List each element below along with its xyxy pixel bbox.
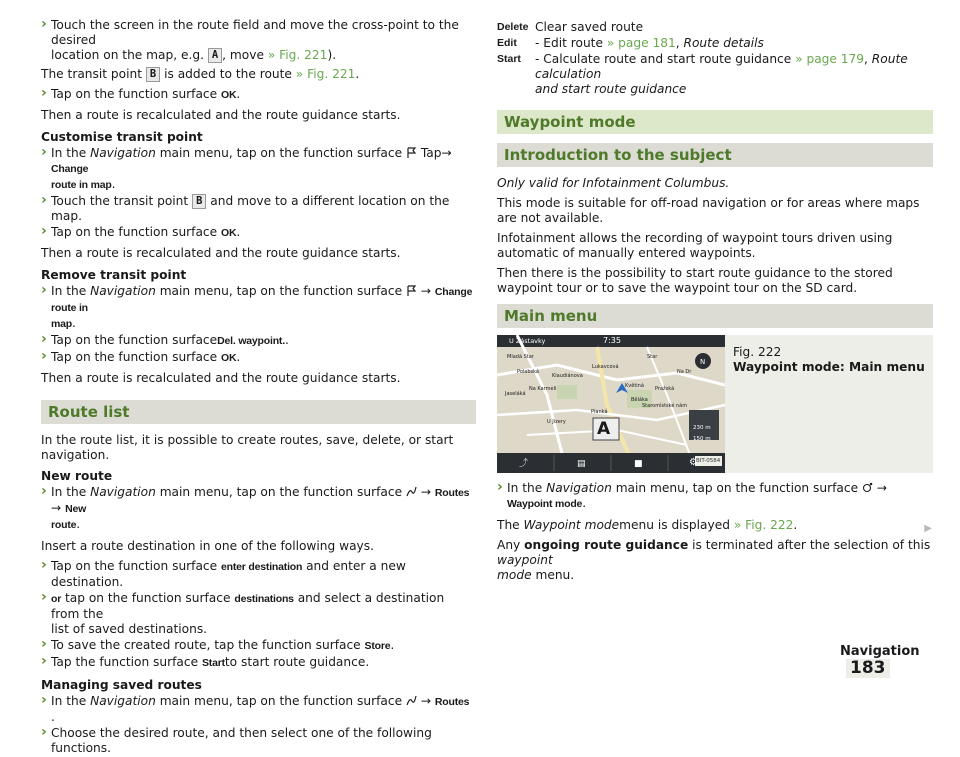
text: The transit point <box>41 67 142 81</box>
text: main menu, tap on the function surface <box>615 481 859 495</box>
text: location on the map, e.g. <box>51 48 204 62</box>
text: menu. <box>535 568 575 582</box>
bullet-new-route <box>41 485 476 533</box>
text: main menu, tap on the function surface <box>159 694 403 708</box>
callout-key-b: B <box>146 67 160 82</box>
change-function-label: Change <box>51 163 89 175</box>
left-column <box>41 18 476 757</box>
callout-key-b: B <box>192 194 206 209</box>
figure-title: Waypoint mode: Main menu <box>733 360 925 374</box>
text: Tap on the function surface <box>51 87 218 101</box>
route-icon[interactable]: ⤴ <box>519 459 529 469</box>
text: Navigation <box>90 485 156 499</box>
street-label: Klaudiánova <box>552 373 583 379</box>
text: . <box>793 518 798 532</box>
route-icon <box>406 486 417 497</box>
paragraph-transit-added <box>41 67 476 82</box>
text: The <box>497 518 520 532</box>
text: In the <box>51 485 87 499</box>
text: → <box>420 284 432 298</box>
section-main-menu: Main menu <box>497 304 933 328</box>
text: Navigation <box>90 284 156 298</box>
flag-icon <box>406 285 417 296</box>
bullet-remove <box>41 284 476 332</box>
infotainment-screenshot <box>497 335 725 473</box>
text: Any <box>497 538 521 552</box>
bullet-move-crosspoint <box>41 18 476 63</box>
paragraph-intro-2: Infotainment allows the recording of waypoint tours driven using automatic of manually entered waypoints. <box>497 231 893 260</box>
text: . <box>582 496 587 510</box>
routes-function-label: Routes <box>434 696 470 708</box>
text: - Edit route <box>535 36 603 50</box>
bullet-choose-route: › Choose the desired route, and then select one of the following functions. <box>41 726 476 756</box>
text: ongoing route guidance <box>524 538 689 552</box>
bullet-enter-destination <box>41 559 476 590</box>
text: menu is displayed <box>619 518 730 532</box>
page-link[interactable]: » page 181 <box>606 36 676 50</box>
text: and enter a new destination. <box>51 559 406 589</box>
text: to start route guidance. <box>224 655 370 669</box>
figure-caption <box>725 335 933 473</box>
text: . <box>355 67 360 81</box>
street-label: Jaseláká <box>505 391 526 397</box>
text: . <box>390 638 395 652</box>
time-label: 7:35 <box>603 336 621 345</box>
text: . <box>72 316 76 330</box>
distance-label: 150 m <box>693 436 711 442</box>
paragraph-intro-1: This mode is suitable for off-road navigation or for areas where maps are not available. <box>497 196 920 225</box>
text: To save the created route, tap the function surface <box>51 638 361 652</box>
route-icon <box>406 695 417 706</box>
text: In the <box>51 146 87 160</box>
bullet-store <box>41 638 476 654</box>
page-link[interactable]: » page 179 <box>795 52 865 66</box>
map-marker-a: A <box>597 419 611 439</box>
bullet-tap-ok-2 <box>41 225 476 241</box>
text: Navigation <box>90 146 156 160</box>
street-label: Na Dr <box>677 369 692 375</box>
text: and move to a different location on the map. <box>51 194 450 223</box>
function-row-edit <box>497 36 933 51</box>
text: Tap the function surface <box>51 655 199 669</box>
text: tap on the function surface <box>64 591 231 605</box>
text: In the <box>507 481 543 495</box>
edit-function-label: Edit <box>497 37 517 49</box>
map-function-label: map <box>51 318 72 330</box>
bullet-tap-ok-3 <box>41 350 476 366</box>
north-icon[interactable]: N <box>700 358 706 366</box>
figure-number: Fig. 222 <box>733 345 782 359</box>
text: Tap on the function surface <box>51 333 218 347</box>
text: Clear saved route <box>535 20 644 34</box>
bullet-waypoint-mode <box>497 481 933 512</box>
text: Tap→ <box>420 146 452 160</box>
heading-customise: Customise transit point <box>41 130 203 144</box>
waypoint-mode-function-label: Waypoint mode <box>507 498 583 510</box>
street-label: Pražská <box>655 386 675 392</box>
change-route-function-label: Change route in <box>51 286 473 314</box>
text: . <box>236 350 241 364</box>
bullet-customise <box>41 146 476 193</box>
text: Route calculation <box>535 52 908 81</box>
fig-link[interactable]: » Fig. 221 <box>267 48 328 62</box>
destinations-function-label: destinations <box>234 593 294 605</box>
bullet-start <box>41 655 476 671</box>
paragraph-menu-displayed <box>497 518 933 533</box>
delete-function-label: Delete <box>497 21 529 33</box>
distance-label: 230 m <box>693 425 711 431</box>
heading-remove: Remove transit point <box>41 268 187 282</box>
text: . <box>284 333 289 347</box>
street-label: Na Karmeli <box>529 386 557 392</box>
ok-function-label: OK <box>221 227 237 239</box>
street-label: Staromìstské nám <box>642 403 688 409</box>
paragraph-recalc: Then a route is recalculated and the route guidance starts. <box>41 108 401 122</box>
waypoint-list-icon[interactable]: ▤ <box>577 459 586 469</box>
text: → <box>420 485 432 499</box>
location-label: U Zástavky <box>509 337 546 345</box>
paragraph-route-terminated <box>497 538 933 583</box>
page-number: 183 <box>846 659 890 678</box>
text: Only valid for Infotainment Columbus. <box>497 176 730 190</box>
text: → <box>420 694 432 708</box>
settings-icon[interactable]: ⚙ <box>689 457 698 468</box>
text: main menu, tap on the function surface <box>159 485 403 499</box>
text: , <box>864 52 868 66</box>
paragraph-intro-3: Then there is the possibility to start route guidance to the stored waypoint tour or to save the waypoint tour on the SD card. <box>497 266 893 295</box>
record-icon[interactable]: ■ <box>634 459 643 469</box>
street-label: Mladá Star <box>507 354 534 360</box>
street-label: Star <box>647 354 658 360</box>
section-introduction: Introduction to the subject <box>497 143 933 167</box>
function-row-start <box>497 52 933 97</box>
figure-222 <box>497 335 933 473</box>
bullet-touch-transit <box>41 194 476 224</box>
text: waypoint <box>497 553 553 567</box>
text: is terminated after the selection of this <box>692 538 931 552</box>
paragraph-only-valid <box>497 176 933 191</box>
bullet-managing <box>41 694 476 725</box>
section-waypoint-mode: Waypoint mode <box>497 110 933 134</box>
fig-link[interactable]: » Fig. 222 <box>733 518 794 532</box>
start-function-label: Start <box>497 53 521 65</box>
text: . <box>76 517 81 531</box>
chapter-name: Navigation <box>840 644 920 659</box>
text: → <box>51 501 62 515</box>
bullet-del-waypoint <box>41 333 476 349</box>
paragraph-recalc-3: Then a route is recalculated and the route guidance starts. <box>41 371 401 385</box>
fig-link[interactable]: » Fig. 221 <box>295 67 356 81</box>
callout-key-a: A <box>208 48 222 63</box>
text: Route details <box>683 36 764 50</box>
del-waypoint-function-label: Del. waypoint. <box>217 335 285 347</box>
text: In the <box>51 694 87 708</box>
section-route-list: Route list <box>41 400 476 424</box>
text: Touch the transit point <box>51 194 189 208</box>
paragraph-route-list: In the route list, it is possible to create routes, save, delete, or start navigation. <box>41 433 454 462</box>
bullet-tap-ok <box>41 87 476 103</box>
text: Waypoint mode <box>523 518 620 532</box>
start-function-label: Start <box>201 657 225 669</box>
heading-new-route: New route <box>41 469 113 483</box>
text: . <box>236 225 241 239</box>
bullet-destinations <box>41 591 476 637</box>
text: In the <box>51 284 87 298</box>
street-label: Polabská <box>517 369 539 375</box>
text: Tap on the function surface <box>51 559 218 573</box>
text: Navigation <box>546 481 612 495</box>
route-function-label: route <box>51 519 77 531</box>
text: is added to the route <box>164 67 292 81</box>
heading-managing: Managing saved routes <box>41 678 202 692</box>
paragraph-insert-destination: Insert a route destination in one of the following ways. <box>41 539 374 553</box>
ok-function-label: OK <box>221 89 237 101</box>
paragraph-recalc-2: Then a route is recalculated and the route guidance starts. <box>41 246 401 260</box>
text: → <box>876 481 888 495</box>
street-label: Běláka <box>631 397 648 403</box>
text: . <box>236 87 241 101</box>
text: main menu, tap on the function surface <box>159 284 403 298</box>
right-column <box>497 20 933 588</box>
text: - Calculate route and start route guidance <box>535 52 792 66</box>
figure-code: BIT-0584 <box>696 458 721 464</box>
routes-function-label: Routes <box>434 487 470 499</box>
text: mode <box>497 568 532 582</box>
text: list of saved destinations. <box>51 622 208 636</box>
flag-icon <box>406 147 417 158</box>
waypoint-icon <box>862 482 873 493</box>
text: , <box>675 36 680 50</box>
text: Tap on the function surface <box>51 350 218 364</box>
continue-arrow-icon: ▶ <box>924 523 932 534</box>
text: or <box>51 593 62 605</box>
text: Tap on the function surface <box>51 225 218 239</box>
text: ). <box>327 48 337 62</box>
text: and start route guidance <box>535 82 687 96</box>
function-row-delete <box>497 20 933 35</box>
street-label: Píanká <box>591 409 608 415</box>
text: . <box>111 177 116 191</box>
text: main menu, tap on the function surface <box>159 146 403 160</box>
street-label: Lukavcová <box>592 364 619 370</box>
text: . <box>51 710 55 724</box>
new-function-label: New <box>65 503 87 515</box>
text: and select a destination from the <box>51 591 445 621</box>
text: , move <box>222 48 264 62</box>
ok-function-label: OK <box>221 352 237 364</box>
street-label: Květiná <box>625 383 644 389</box>
page-footer <box>840 644 960 678</box>
route-in-map-function-label: route in map <box>51 179 112 191</box>
street-label: U Jizery <box>547 419 566 425</box>
text: Navigation <box>90 694 156 708</box>
text: Touch the screen in the route field and move the cross-point to the desired <box>51 18 459 47</box>
enter-destination-function-label: enter destination <box>221 561 303 573</box>
store-function-label: Store <box>364 640 391 652</box>
